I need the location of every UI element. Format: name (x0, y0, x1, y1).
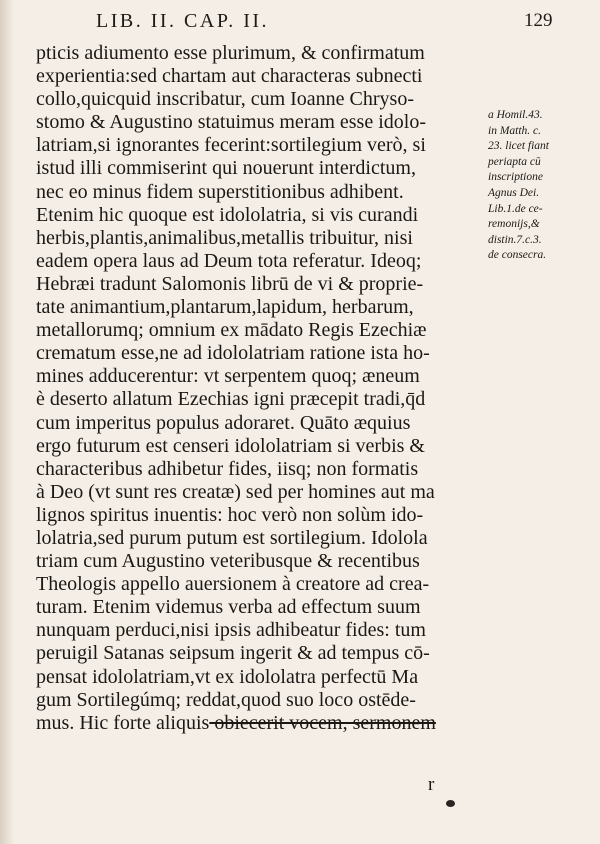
text-line: istud illi commiserint qui nouerunt interdictum, (36, 157, 416, 180)
marginal-notes (488, 108, 598, 264)
catchword: r (428, 774, 435, 795)
text-line: pticis adiumento esse plurimum, & confirmatum (36, 42, 425, 64)
text-line: characteribus adhibetur fides, iisq; non formatis (36, 457, 419, 480)
text-line: à Deo (vt sunt res creatæ) sed per homines aut ma (36, 480, 435, 503)
marginal-note-line: Agnus Dei. (488, 186, 540, 199)
text-line: cum imperitus populus adoraret. Quāto æquius (36, 411, 411, 434)
marginal-note-line: 23. licet fiant (488, 140, 550, 153)
text-line: Etenim hic quoque est idololatria, si vis curandi (36, 203, 419, 226)
text-line: nunquam perduci,nisi ipsis adhibeatur fides: tum (36, 619, 426, 642)
page-gutter-shadow (0, 0, 14, 844)
text-line: metallorumq; omnium ex mādato Regis Ezechiæ (36, 319, 427, 342)
last-line-text: mus. Hic forte aliquis (36, 711, 210, 734)
marginal-note-line: Lib.1.de ce- (488, 202, 543, 215)
text-line: turam. Etenim videmus verba ad effectum suum (36, 596, 421, 619)
text-line: eadem opera laus ad Deum tota referatur. Ideoq; (36, 249, 422, 272)
text-line: Theologis appello auersionem à creatore ad crea- (36, 573, 430, 596)
text-line-last (36, 712, 504, 735)
text-line: latriam,si ignorantes fecerint:sortilegium verò, si (36, 134, 426, 157)
marginal-note-line: inscriptione (488, 171, 543, 184)
text-line: triam cum Augustino veteribusque & recentibus (36, 550, 420, 573)
text-line: herbis,plantis,animalibus,metallis tribuitur, nisi (36, 226, 413, 249)
text-line: nec eo minus fidem superstitionibus adhibent. (36, 180, 404, 203)
text-line: collo,quicquid inscribatur, cum Ioanne Chryso- (36, 88, 414, 111)
text-line: experientia:sed chartam aut characteras subnecti (36, 65, 423, 88)
text-line: tate animantium,plantarum,lapidum, herbarum, (36, 296, 414, 319)
body-text (36, 42, 504, 735)
struck-through-text: obiecerit vocem, sermonem (209, 711, 436, 734)
text-line: stomo & Augustino statuimus meram esse idolo- (36, 111, 426, 134)
marginal-note-line: in Matth. c. (488, 124, 542, 137)
text-line: ergo futurum est censeri idololatriam si verbis & (36, 434, 425, 457)
marginal-note-line: periapta cū (488, 155, 541, 168)
text-line: lignos spiritus inuentis: hoc verò non solùm ido- (36, 503, 424, 526)
text-line: Hebræi tradunt Salomonis librū de vi & proprie- (36, 272, 424, 295)
text-line: peruigil Satanas seipsum ingerit & ad tempus cō- (36, 642, 430, 665)
text-line: è deserto allatum Ezechias igni præcepit tradi,q̄d (36, 388, 426, 411)
text-line: mines adducerentur: vt serpentem quoq; æneum (36, 365, 420, 388)
text-line: gum Sortilegúmq; reddat,quod suo loco ostēde- (36, 688, 416, 711)
page-header (96, 10, 566, 34)
marginal-note-line: distin.7.c.3. (488, 233, 542, 246)
marginal-note-line: a Homil.43. (488, 109, 543, 121)
text-line: lolatria,sed purum putum est sortilegium. Idolola (36, 526, 428, 549)
text-line: crematum esse,ne ad idololatriam ratione ista ho- (36, 342, 430, 365)
page-number: 129 (524, 10, 553, 31)
text-line: pensat idololatriam,vt ex idololatra perfectū Ma (36, 665, 419, 688)
marginal-note-line: remonijs,& (488, 218, 540, 231)
marginal-note-line: de consecra. (488, 249, 547, 262)
running-head: LIB. II. CAP. II. (96, 10, 270, 32)
ink-blot (446, 800, 455, 807)
